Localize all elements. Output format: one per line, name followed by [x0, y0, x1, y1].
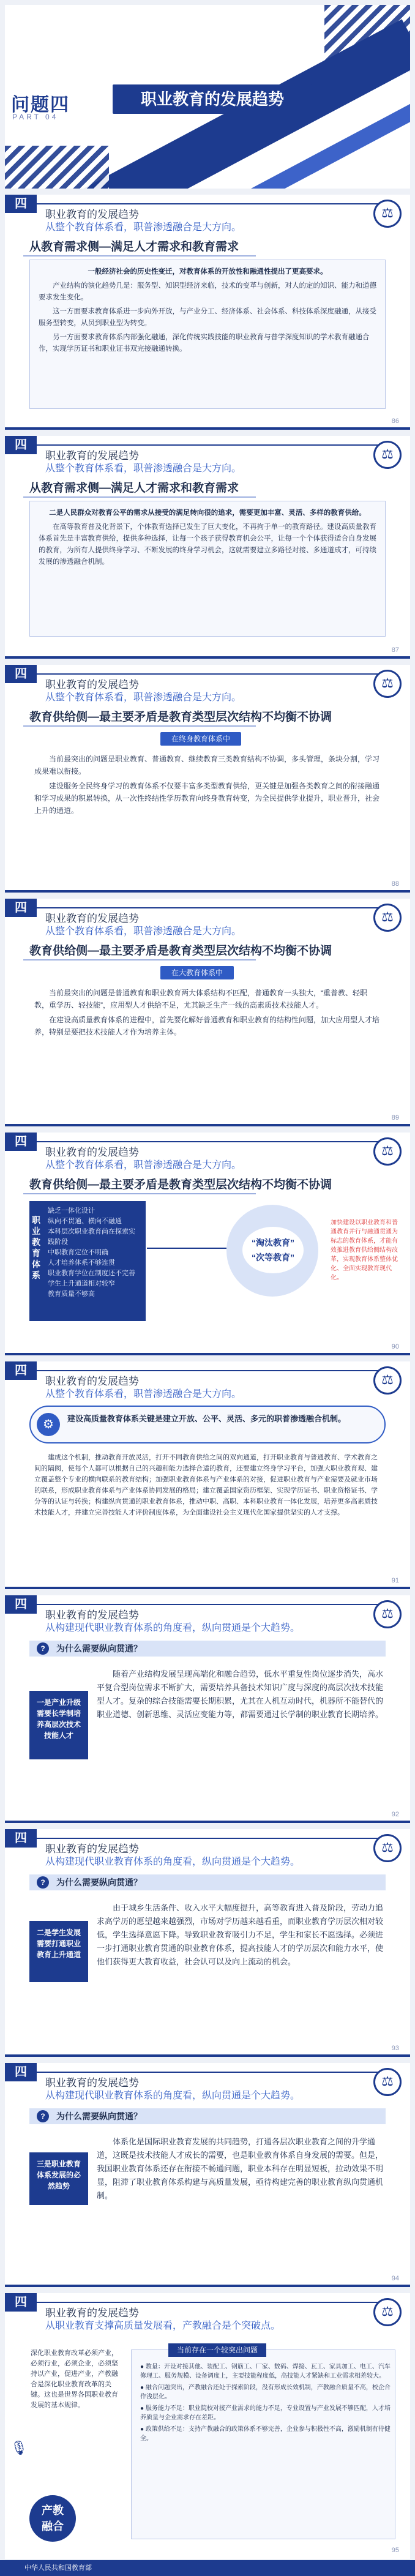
slide-heading: 从教育需求侧—满足人才需求和教育需求 — [29, 238, 239, 254]
intro-text: 深化职业教育改革必须产业，必须行业，必须企业，必须坚持以产业，促进产业，产教融合是深化职业教育改革的关键。这也是世界各国职业教育发展的基本规律。 — [31, 2349, 118, 2409]
page-number: 89 — [391, 1114, 399, 1121]
issue-item: 纵向不贯通、横向不融通 — [48, 1218, 122, 1225]
section-title: 职业教育的发展趋势 — [45, 450, 139, 462]
org-name: 中华人民共和国教育部 — [24, 2564, 92, 2572]
slide-heading: 教育供给侧—最主要矛盾是教育类型层次结构不均衡不协调 — [29, 1175, 332, 1192]
microphone-icon: 🎙 — [10, 2440, 28, 2455]
slide-94 — [5, 2063, 410, 2287]
slide-90 — [5, 1133, 410, 1355]
slide-heading: 教育供给侧—最主要矛盾是教育类型层次结构不均衡不协调 — [29, 708, 332, 724]
issue-item: ● 融合问题突出，产教融合还处于探索阶段，没有形成长效机制，产教融合质量不高，校企合作浅层化。 — [140, 2384, 391, 2400]
reason-text: 随着产业结构发展呈现高端化和融合趋势，低水平重复性岗位逐步消失，高水平复合型岗位需求不断扩大，需要培养具备技术知识广度与深度的高层次技术技能型人才。复杂的综合技能需要长期积累，尤其在人机互动时代，机器所不能替代的职业道德、创新思维、灵活应变能力等，都需要通过长学制的职业教育长期培养。 — [97, 1669, 384, 1719]
lead-text: 二是人民群众对教育公平的需求从接受的满足转向很的追求，需要更加丰富、灵活、多样的教育供给。 — [49, 509, 366, 517]
header-rule — [37, 1838, 379, 1839]
paragraph: 建成这个机制，推动教育开放灵活，打开不同教育供给之间的双向通道，打开职业教育与普通教育、学术教育之间的隔阂，使每个人都可以根据自己的兴趣和能力选择合适的教育，还要建立终身学习平台，加强大职业教育观、建立覆盖整个专业的横向联系的教育结构；加强职业教育体系与产业体系的对接，促进职业教育与产业需要及就业市场的联系，形成职业教育体系与产业体系协同发展的格局；建立覆盖国家资历框架、实现学历证书、职业资格证书、学分等的认证与转换；构建纵向贯通的职业教育体系，推动中职、高职、本科职业教育一体化发展，培养更多高素质技术技能人才，并建立完善技能人才评价制度体系，为全面建设社会主义现代化国家提供坚实的人才支撑。 — [34, 1454, 378, 1516]
section-number: 四 — [5, 2293, 37, 2312]
paragraph: 另一方面要求教育体系内部强化融通，深化传统实践技能的职业教育与普学深度知识的学术教育融通合作，实现学历证书和职业证书双完接融通转换。 — [39, 334, 370, 353]
ministry-logo-icon — [373, 2068, 402, 2096]
section-title: 职业教育的发展趋势 — [45, 2307, 139, 2319]
issue-item: 职业教育学位在制度还不完善 — [48, 1270, 135, 1277]
section-number: 四 — [5, 195, 37, 213]
body-text — [34, 1452, 381, 1521]
section-number: 四 — [5, 1595, 37, 1614]
page-number: 95 — [391, 2547, 399, 2554]
footer-bar — [5, 656, 410, 659]
issue-item: 学生上升通道相对较窄 — [48, 1280, 115, 1287]
section-number: 四 — [5, 665, 37, 683]
section-subtitle: 从构建现代职业教育体系的角度看，纵向贯通是个大趋势。 — [45, 2091, 301, 2101]
section-title: 职业教育的发展趋势 — [45, 209, 139, 220]
footer-bar — [5, 427, 410, 430]
paragraph: 在高等教育普及化背景下，个体教育选择已发生了巨大变化，不再拘于单一的教育路径。建设高质量教育体系首先是丰富教育供给，提供多种选择，让每一个孩子获得教育机会公平，让每一个个体获得适合自身发展的教育，为所有人提供终身学习、不断发展的终身学习机会，这就需要建立多路径对接、多通道成才，可持续发展的渗透融合机制。 — [39, 523, 376, 566]
badge-label: 融合 — [42, 2520, 64, 2533]
key-point-banner — [29, 1406, 386, 1443]
slide-95 — [5, 2293, 410, 2559]
section-subtitle: 从构建现代职业教育体系的角度看，纵向贯通是个大趋势。 — [45, 1623, 301, 1633]
footer-bar — [5, 1587, 410, 1589]
context-pill: 在终身教育体系中 — [160, 732, 241, 746]
header-rule — [37, 2072, 379, 2073]
section-subtitle: 从整个教育体系看，职普渗透融合是大方向。 — [45, 222, 242, 233]
issue-list — [140, 2362, 391, 2446]
system-label: 职业教育体系 — [32, 1215, 40, 1280]
section-subtitle: 从整个教育体系看，职普渗透融合是大方向。 — [45, 692, 242, 703]
page-number: 91 — [391, 1577, 399, 1584]
reason-tag: 二是学生发展需要打通职业教育上升通道 — [29, 1921, 88, 1982]
question-icon: ? — [37, 1642, 49, 1655]
footer-bar — [5, 890, 410, 893]
ministry-logo-icon — [373, 1137, 402, 1166]
vocational-system-box — [29, 1201, 146, 1321]
ministry-logo-icon — [373, 200, 402, 228]
section-title: 职业教育的发展趋势 — [45, 913, 139, 924]
section-number: 四 — [5, 899, 37, 917]
section-subtitle: 从构建现代职业教育体系的角度看，纵向贯通是个大趋势。 — [45, 1857, 301, 1867]
section-number: 四 — [5, 1829, 37, 1848]
slide-86 — [5, 195, 410, 430]
issue-item: 人才培养体系不够连贯 — [48, 1259, 115, 1267]
page-number: 90 — [391, 1343, 399, 1350]
issue-list — [48, 1206, 140, 1300]
integration-badge — [29, 2495, 76, 2542]
content-box — [29, 501, 386, 637]
page-number: 93 — [391, 2045, 399, 2052]
issue-item: ● 政策供给不足：支持产教融合的政策体系不够完善，企业参与积极性不高，激励机制有待健全。 — [140, 2426, 391, 2442]
header-rule — [37, 673, 379, 675]
footer-bar — [5, 2054, 410, 2057]
section-title: 职业教育的发展趋势 — [45, 1147, 139, 1158]
section-title: 职业教育的发展趋势 — [45, 1843, 139, 1855]
paragraph: 产业结构的演化趋势几是：服务型、知识型经济来临，技术的变革与创新，对人的定的知识、能力和道德要求发生变化。 — [39, 282, 376, 301]
context-pill: 在大教育体系中 — [160, 966, 234, 979]
header-rule — [37, 907, 379, 908]
slide-heading: 教育供给侧—最主要矛盾是教育类型层次结构不均衡不协调 — [29, 942, 332, 958]
page-number: 94 — [391, 2275, 399, 2282]
cover-slide — [5, 5, 410, 189]
issue-item: 缺乏一体化设计 — [48, 1207, 95, 1215]
reason-text: 由于城乡生活条件、收入水平大幅度提升，高等教育进入普及阶段，劳动力追求高学历的愿望越来越强烈，市场对学历越来越看重，而职业教育学历层次相对较低，学生选择意愿下降。导致职业教育吸引力不足，学生和家长不愿选择。必须进一步打通职业教育贯通的职业教育体系，提高技能人才的学历层次和能力水平，使他们获得更大教育收益，社会认可以及向上流动的机会。 — [97, 1903, 384, 1966]
page-number: 88 — [391, 880, 399, 888]
paragraph: 当前最突出的问题是普通教育和职业教育两大体系结构不匹配，普通教育一头独大，“重普教、轻职教，重学历、轻技能”，应用型人才供给不足，尤其缺乏生产一线的高素质技术技能人才。 — [34, 989, 367, 1009]
part-tag: PART 04 — [12, 113, 59, 121]
section-title: 职业教育的发展趋势 — [45, 679, 139, 691]
header-rule — [37, 2302, 379, 2303]
issue-item: ● 服务能力不足：职业院校对接产业需求的能力不足，专业设置与产业发展不够匹配，人才培养质量与企业需求存在差距。 — [140, 2405, 391, 2421]
question-bar — [29, 1874, 386, 1890]
section-subtitle: 从整个教育体系看，职普渗透融合是大方向。 — [45, 926, 242, 937]
body-text — [34, 753, 381, 819]
slide-92 — [5, 1595, 410, 1823]
footer-bar — [5, 1353, 410, 1355]
core-label: “淘汰教育” — [252, 1238, 294, 1248]
issues-panel — [131, 2346, 395, 2539]
issue-item: 本科层次职业教育尚在探索实践阶段 — [48, 1228, 135, 1246]
page-number: 92 — [391, 1811, 399, 1818]
ministry-logo-icon — [373, 670, 402, 698]
reason-tag: 三是职业教育体系发展的必然趋势 — [29, 2152, 88, 2205]
core-label: “次等教育” — [252, 1252, 294, 1262]
section-number: 四 — [5, 1133, 37, 1151]
footer-strip — [0, 2560, 415, 2576]
issue-item: 教育质量不够高 — [48, 1290, 95, 1298]
badge-label: 产教 — [42, 2504, 64, 2517]
paragraph: 建设服务全民终身学习的教育体系不仅要丰富多类型教育供给，更关键是加强各类教育之间的衔接融通和学习成果的积累转换，从一次性终结性学历教育向终身教育转变，为全民提供学业提升，职业晋升，社会上升的通道。 — [34, 782, 380, 815]
cover-pattern-bottom — [5, 146, 109, 189]
slide-89 — [5, 899, 410, 1126]
connector-arrow — [147, 1248, 226, 1249]
section-number: 四 — [5, 2063, 37, 2081]
ministry-logo-icon — [373, 1600, 402, 1628]
reason-text: 体系化是国际职业教育发展的共同趋势，打通各层次职业教育之间的升学通道，这既是技术技能人才成长的需要，也是职业教育体系自身发展的需要。但是，我国职业教育体系还存在衔接不畅通问题，职业本科存在明显短板，拉动效果不明显，阻滞了职业教育体系构建与高质量发展，亟待构建完善的职业教育纵向贯通机制。 — [97, 2137, 384, 2200]
issue-item: ● 数量：开设对接其他、装配工、钢筋工、厂家、数码、焊接、瓦工、家具加工、电工、汽车修理工、服务规模、设备调度上，主要技能程度低，高技能人才紧缺和工业需求相差较大。 — [140, 2364, 391, 2379]
header-rule — [37, 444, 379, 446]
paragraph: 这一方面要求教育体系进一步向外开放，与产业分工、经济体系、社会体系、科技体系深度融通，从接受服务型转变，从员到职业型为转变。 — [39, 308, 376, 327]
ministry-logo-icon — [373, 1366, 402, 1395]
slide-93 — [5, 1829, 410, 2057]
question-icon: ? — [37, 1876, 49, 1889]
question-tag: 问题四 — [11, 95, 70, 115]
section-subtitle: 从整个教育体系看，职普渗透融合是大方向。 — [45, 1160, 242, 1170]
header-rule — [37, 1604, 379, 1605]
panel-heading: 当前存在一个较突出问题 — [168, 2343, 266, 2357]
content-box — [29, 260, 386, 409]
slide-87 — [5, 436, 410, 659]
footer-bar — [5, 2285, 410, 2287]
section-title: 职业教育的发展趋势 — [45, 1609, 139, 1621]
slide-91 — [5, 1361, 410, 1589]
body-text — [34, 987, 381, 1041]
perception-core — [242, 1227, 304, 1273]
footer-bar — [5, 1821, 410, 1823]
conclusion-note: 加快建设以职业教育和普通教育并行与融通贯通为标志的教育体系，才能有效推进教育供给侧结构改革，实现教育体系整体优化、全面实现教育现代化。 — [331, 1219, 398, 1281]
paragraph: 在建设高质量教育体系的进程中，首先要化解好普通教育和职业教育的结构性问题，加大应用型人才培养，特别是要把技术技能人才作为培养主体。 — [34, 1016, 380, 1036]
question-text: 为什么需要纵向贯通？ — [56, 2111, 142, 2121]
slide-heading: 从教育需求侧—满足人才需求和教育需求 — [29, 479, 239, 495]
lead-text: 一般经济社会的历史性变迁，对教育体系的开放性和融通性提出了更高要求。 — [88, 268, 327, 275]
page-number: 87 — [391, 646, 399, 654]
section-title: 职业教育的发展趋势 — [45, 2077, 139, 2089]
issue-item: 中职教育定位不明确 — [48, 1249, 108, 1256]
section-number: 四 — [5, 436, 37, 454]
section-subtitle: 从整个教育体系看，职普渗透融合是大方向。 — [45, 1389, 242, 1399]
question-icon: ? — [37, 2110, 49, 2122]
question-bar — [29, 1641, 386, 1657]
footer-bar — [5, 1124, 410, 1126]
ministry-logo-icon — [373, 2298, 402, 2326]
header-rule — [37, 1141, 379, 1142]
question-text: 为什么需要纵向贯通？ — [56, 1644, 142, 1653]
paragraph: 当前最突出的问题是职业教育、普通教育、继续教育三类教育结构不协调，多头管理，条块分割，学习成果难以衔接。 — [34, 755, 380, 776]
gear-icon: ⚙ — [37, 1413, 60, 1436]
reason-tag: 一是产业升级需要长学制培养高层次技术技能人才 — [29, 1691, 88, 1759]
ministry-logo-icon — [373, 441, 402, 469]
slide-88 — [5, 665, 410, 893]
section-number: 四 — [5, 1361, 37, 1380]
header-rule — [37, 1370, 379, 1371]
section-subtitle: 从职业教育支撑高质量发展看，产教融合是个突破点。 — [45, 2321, 281, 2331]
header-rule — [37, 203, 379, 204]
ministry-logo-icon — [373, 904, 402, 932]
question-text: 为什么需要纵向贯通？ — [56, 1878, 142, 1887]
question-bar — [29, 2108, 386, 2124]
cover-title: 职业教育的发展趋势 — [113, 84, 312, 114]
section-subtitle: 从整个教育体系看，职普渗透融合是大方向。 — [45, 463, 242, 474]
key-point-text: 建设高质量教育体系关键是建立开放、公平、灵活、多元的职普渗透融合机制。 — [67, 1414, 346, 1423]
page-number: 86 — [391, 417, 399, 425]
section-title: 职业教育的发展趋势 — [45, 1376, 139, 1387]
ministry-logo-icon — [373, 1834, 402, 1862]
